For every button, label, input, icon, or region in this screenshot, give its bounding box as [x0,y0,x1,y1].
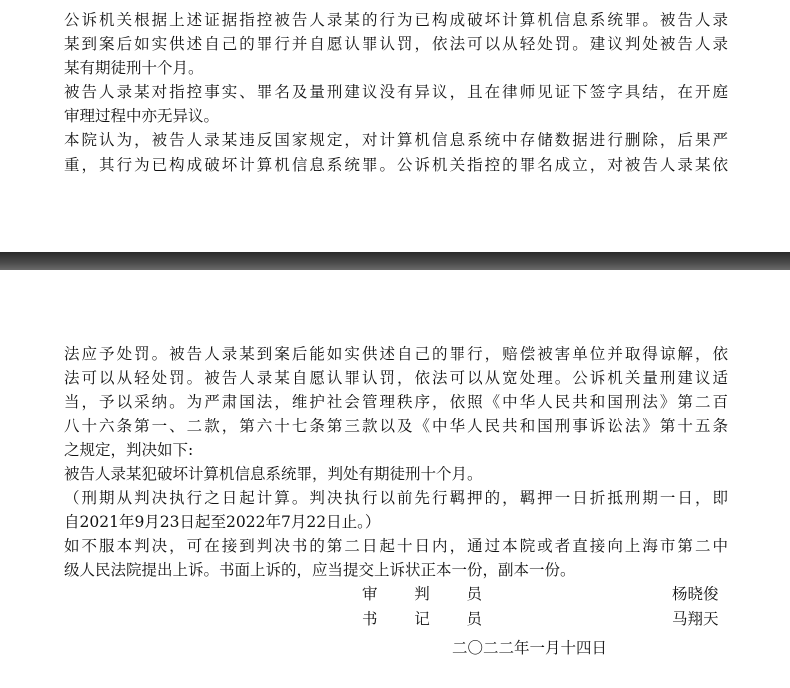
signature-role: 审判员 [362,585,482,603]
text-line: 法应予处罚。被告人录某到案后能如实供述自己的罪行，赔偿被害单位并取得谅解，依 [64,345,728,363]
text-line: 八十六条第一、二款，第六十七条第三款以及《中华人民共和国刑事诉讼法》第十五条 [64,417,728,435]
text-line: 当，予以采纳。为严肃国法，维护社会管理秩序，依照《中华人民共和国刑法》第二百 [64,393,728,411]
judgment-date: 二〇二二年一月十四日 [452,639,608,657]
text-line: 本院认为，被告人录某违反国家规定，对计算机信息系统中存储数据进行删除，后果严 [64,131,728,149]
text-line: 如不服本判决，可在接到判决书的第二日起十日内，通过本院或者直接向上海市第二中 [64,537,728,555]
document-page-top [0,0,790,252]
text-line: 被告人录某对指控事实、罪名及量刑建议没有异议，且在律师见证下签字具结，在开庭 [64,83,728,101]
page-separator [0,252,790,270]
verdict-line: 被告人录某犯破坏计算机信息系统罪，判处有期徒刑十个月。 [64,465,483,483]
text-line: 公诉机关根据上述证据指控被告人录某的行为已构成破坏计算机信息系统罪。被告人录 [64,11,728,29]
text-line: 某到案后如实供述自己的罪行并自愿认罪认罚，依法可以从轻处罚。建议判处被告人录 [64,35,728,53]
signature-name: 马翔天 [672,610,719,628]
text-line: 级人民法院提出上诉。书面上诉的，应当提交上诉状正本一份，副本一份。 [64,561,576,579]
signature-role: 书记员 [362,610,482,628]
text-line: 之规定，判决如下: [64,441,194,459]
signature-name: 杨晓俊 [672,585,719,603]
text-line: 某有期徒刑十个月。 [64,59,204,77]
text-line: 重，其行为已构成破坏计算机信息系统罪。公诉机关指控的罪名成立，对被告人录某依 [64,156,728,174]
text-line: 法可以从轻处罚。被告人录某自愿认罪认罚，依法可以从宽处理。公诉机关量刑建议适 [64,369,728,387]
text-line: （刑期从判决执行之日起计算。判决执行以前先行羁押的，羁押一日折抵刑期一日，即 [64,489,728,507]
text-line: 审理过程中亦无异议。 [64,107,220,125]
text-line: 自2021年9月23日起至2022年7月22日止。） [64,513,381,531]
document-page-bottom [0,270,790,688]
